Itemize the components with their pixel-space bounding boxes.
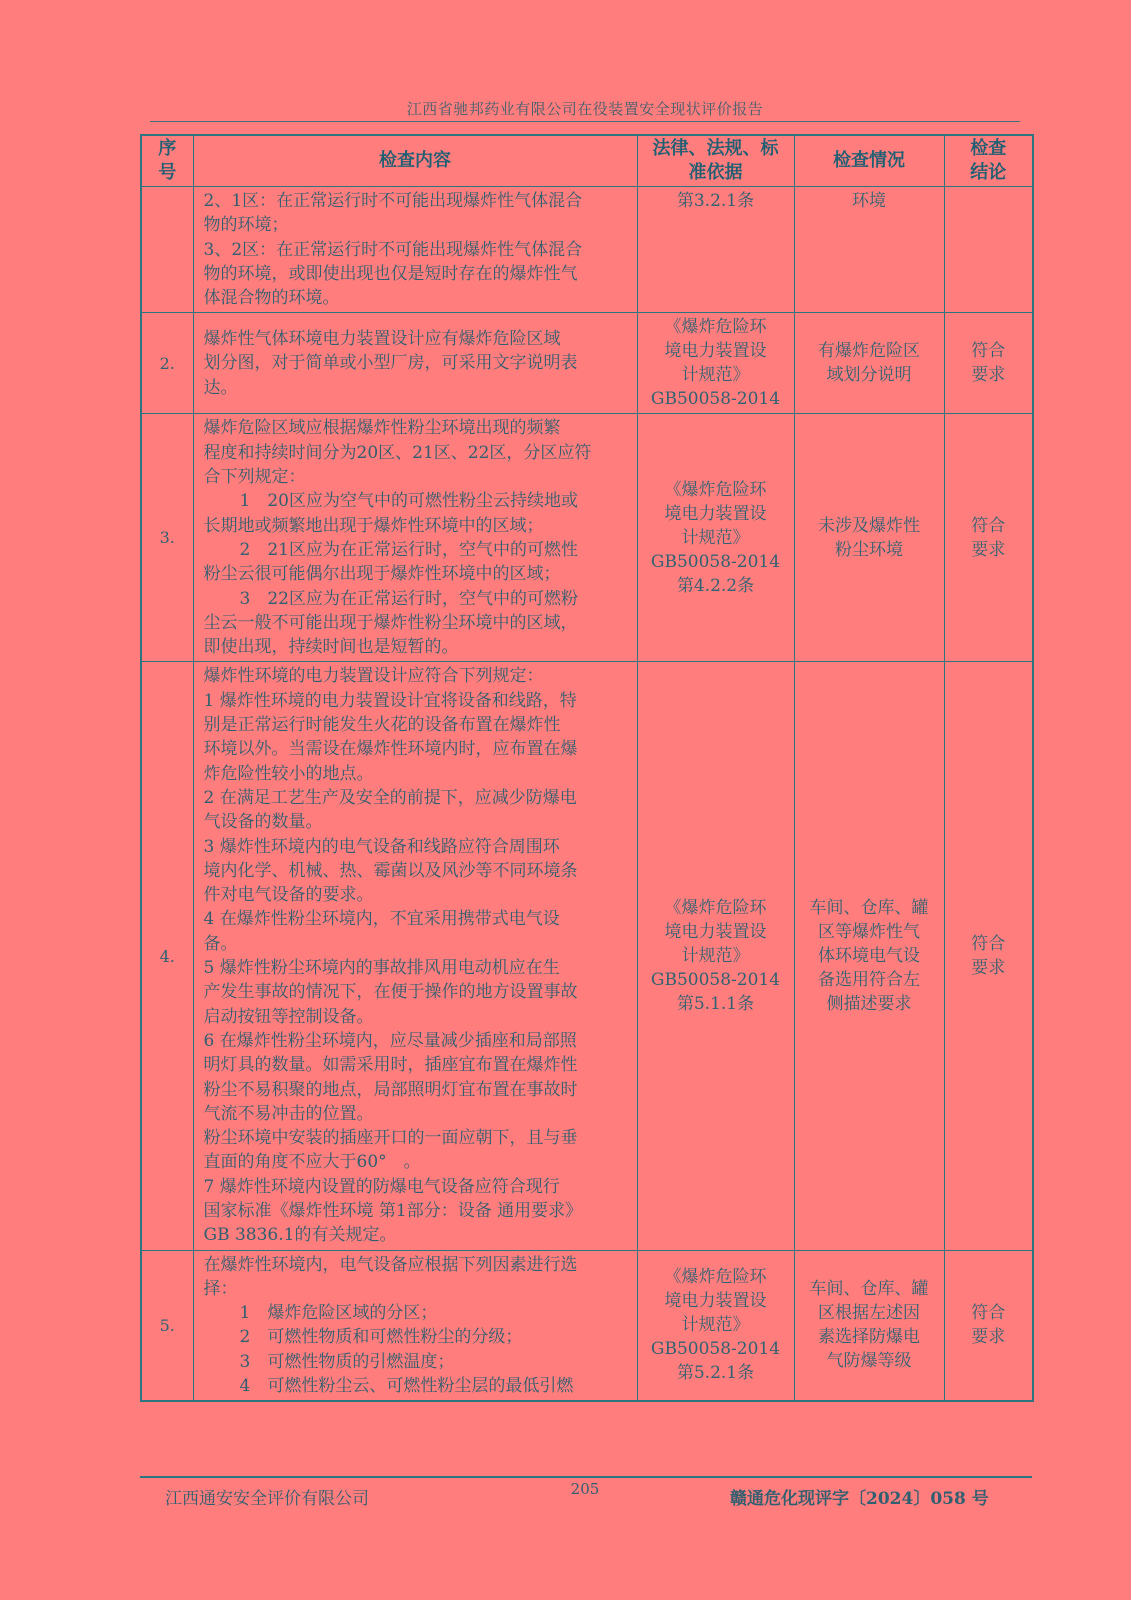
legal-basis xyxy=(637,187,794,313)
report-number: 赣通危化现评字〔2024〕058 号 xyxy=(730,1489,989,1509)
content-line: 尘云一般不可能出现于爆炸性粉尘环境中的区域， xyxy=(203,612,578,633)
content-line: 物的环境； xyxy=(203,215,289,236)
content-line: 2 可燃性物质和可燃性粉尘的分级； xyxy=(239,1327,523,1348)
content-line: 4 可燃性粉尘云、可燃性粉尘层的最低引燃 xyxy=(239,1376,574,1397)
legal-basis-line: 计规范》 xyxy=(681,365,750,386)
col-header-no: 序 号 xyxy=(141,135,193,187)
inspection-content xyxy=(193,662,637,1250)
content-line: 划分图，对于简单或小型厂房，可采用文字说明表 xyxy=(203,353,578,374)
content-line: 备。 xyxy=(203,933,238,954)
table-row xyxy=(141,662,1033,1250)
inspection-situation-line: 区等爆炸性气 xyxy=(818,922,920,943)
inspection-situation xyxy=(794,313,944,414)
inspection-situation-line: 车间、仓库、罐 xyxy=(809,898,929,919)
legal-basis xyxy=(637,414,794,662)
legal-basis-line: GB50058-2014 xyxy=(650,389,781,410)
inspection-situation-line: 有爆炸危险区 xyxy=(818,341,920,362)
content-line: 气流不易冲击的位置。 xyxy=(203,1103,374,1124)
content-line: 即使出现，持续时间也是短暂的。 xyxy=(203,637,459,658)
inspection-table xyxy=(140,134,1034,1402)
inspection-content xyxy=(193,1250,637,1401)
inspection-result xyxy=(944,313,1033,414)
inspection-result xyxy=(944,662,1033,1250)
legal-basis-line: 境电力装置设 xyxy=(664,341,767,362)
legal-basis xyxy=(637,313,794,414)
content-line: 爆炸危险区域应根据爆炸性粉尘环境出现的频繁 xyxy=(203,418,561,439)
content-line: 国家标准《爆炸性环境 第1部分：设备 通用要求》 xyxy=(203,1200,583,1221)
inspection-content xyxy=(193,414,637,662)
footer-divider xyxy=(140,1476,1032,1478)
table-row xyxy=(141,187,1033,313)
content-line: 合下列规定： xyxy=(203,467,306,488)
footer-company: 江西通安安全评价有限公司 xyxy=(165,1489,369,1509)
table-row xyxy=(141,414,1033,662)
legal-basis-line: 计规范》 xyxy=(681,1315,750,1336)
content-line: 择： xyxy=(203,1278,238,1299)
content-line: 别是正常运行时能发生火花的设备布置在爆炸性 xyxy=(203,715,561,736)
content-line: 3 可燃性物质的引燃温度； xyxy=(239,1351,455,1372)
content-line: 2 21区应为在正常运行时，空气中的可燃性 xyxy=(239,539,578,560)
content-line: 在爆炸性环境内，电气设备应根据下列因素进行选 xyxy=(203,1254,578,1275)
row-number: 5. xyxy=(141,1250,193,1401)
content-line: 启动按钮等控制设备。 xyxy=(203,1006,374,1027)
content-line: 明灯具的数量。如需采用时，插座宜布置在爆炸性 xyxy=(203,1055,578,1076)
table-row xyxy=(141,1250,1033,1401)
col-header-situation: 检查情况 xyxy=(794,135,944,187)
content-line: 爆炸性气体环境电力装置设计应有爆炸危险区域 xyxy=(203,329,561,350)
inspection-situation-line: 未涉及爆炸性 xyxy=(818,515,920,536)
inspection-situation-line: 素选择防爆电 xyxy=(818,1327,920,1348)
inspection-result xyxy=(944,187,1033,313)
legal-basis-line: 《爆炸危险环 xyxy=(664,898,767,919)
inspection-situation-line: 环境 xyxy=(852,191,886,211)
legal-basis-line: 第5.2.1条 xyxy=(676,1363,755,1384)
inspection-situation-line: 侧描述要求 xyxy=(826,994,912,1015)
inspection-situation xyxy=(794,1250,944,1401)
legal-basis-line: 第5.1.1条 xyxy=(676,994,755,1015)
content-line: 程度和持续时间分为20区、21区、22区，分区应符 xyxy=(203,442,592,463)
content-line: 4 在爆炸性粉尘环境内，不宜采用携带式电气设 xyxy=(203,909,560,930)
content-line: 炸危险性较小的地点。 xyxy=(203,763,374,784)
content-line: 长期地或频繁地出现于爆炸性环境中的区域； xyxy=(203,515,544,536)
content-line: 气设备的数量。 xyxy=(203,812,323,833)
col-header-basis: 法律、法规、标 准依据 xyxy=(637,135,794,187)
legal-basis-line: 计规范》 xyxy=(681,527,750,548)
legal-basis-line: 《爆炸危险环 xyxy=(664,1267,767,1288)
content-line: GB 3836.1的有关规定。 xyxy=(203,1225,397,1246)
legal-basis-line: 第3.2.1条 xyxy=(676,191,755,211)
page-number: 205 xyxy=(570,1480,600,1498)
content-line: 1 20区应为空气中的可燃性粉尘云持续地或 xyxy=(239,491,578,512)
legal-basis-line: 第4.2.2条 xyxy=(676,575,755,596)
content-line: 7 爆炸性环境内设置的防爆电气设备应符合现行 xyxy=(203,1176,560,1197)
content-line: 3 爆炸性环境内的电气设备和线路应符合周围环 xyxy=(203,836,560,857)
content-line: 物的环境，或即使出现也仅是短时存在的爆炸性气 xyxy=(203,263,578,284)
inspection-result xyxy=(944,1250,1033,1401)
inspection-situation-line: 域划分说明 xyxy=(826,365,912,386)
content-line: 产发生事故的情况下，在便于操作的地方设置事故 xyxy=(203,982,578,1003)
inspection-situation xyxy=(794,414,944,662)
content-line: 体混合物的环境。 xyxy=(203,288,340,309)
content-line: 环境以外。当需设在爆炸性环境内时，应布置在爆 xyxy=(203,739,578,760)
inspection-situation-line: 备选用符合左 xyxy=(818,970,920,991)
content-line: 3 22区应为在正常运行时，空气中的可燃粉 xyxy=(239,588,578,609)
row-number: 4. xyxy=(141,662,193,1250)
document-header: 江西省驰邦药业有限公司在役装置安全现状评价报告 xyxy=(406,100,764,118)
col-header-content: 检查内容 xyxy=(193,135,637,187)
content-line: 2、1区：在正常运行时不可能出现爆炸性气体混合 xyxy=(203,191,583,211)
inspection-result-line: 符合 xyxy=(971,341,1006,362)
inspection-content xyxy=(193,313,637,414)
inspection-situation-line: 气防爆等级 xyxy=(826,1351,912,1372)
row-number xyxy=(141,187,193,313)
inspection-situation xyxy=(794,187,944,313)
legal-basis-line: GB50058-2014 xyxy=(650,551,781,572)
inspection-situation xyxy=(794,662,944,1250)
legal-basis xyxy=(637,1250,794,1401)
content-line: 粉尘环境中安装的插座开口的一面应朝下，且与垂 xyxy=(203,1128,578,1149)
inspection-result-line: 要求 xyxy=(971,539,1006,560)
col-header-result: 检查 结论 xyxy=(944,135,1033,187)
legal-basis-line: 计规范》 xyxy=(681,946,750,967)
inspection-result-line: 要求 xyxy=(971,1327,1006,1348)
content-line: 2 在满足工艺生产及安全的前提下，应减少防爆电 xyxy=(203,787,577,808)
inspection-result xyxy=(944,414,1033,662)
legal-basis xyxy=(637,662,794,1250)
inspection-result-line: 要求 xyxy=(971,365,1006,386)
legal-basis-line: 《爆炸危险环 xyxy=(664,317,767,338)
content-line: 1 爆炸性环境的电力装置设计宜将设备和线路，特 xyxy=(203,690,577,711)
inspection-result-line: 符合 xyxy=(971,934,1006,955)
content-line: 爆炸性环境的电力装置设计应符合下列规定： xyxy=(203,666,544,687)
inspection-content xyxy=(193,187,637,313)
header-divider xyxy=(150,121,1020,122)
row-number: 2. xyxy=(141,313,193,414)
content-line: 达。 xyxy=(203,377,238,398)
content-line: 3、2区：在正常运行时不可能出现爆炸性气体混合 xyxy=(203,239,583,260)
legal-basis-line: 《爆炸危险环 xyxy=(664,479,767,500)
content-line: 件对电气设备的要求。 xyxy=(203,885,374,906)
legal-basis-line: GB50058-2014 xyxy=(650,970,781,991)
content-line: 5 爆炸性粉尘环境内的事故排风用电动机应在生 xyxy=(203,958,560,979)
inspection-result-line: 符合 xyxy=(971,515,1006,536)
inspection-result-line: 符合 xyxy=(971,1303,1006,1324)
inspection-situation-line: 体环境电气设 xyxy=(818,946,920,967)
table-header-row xyxy=(141,135,1033,187)
legal-basis-line: GB50058-2014 xyxy=(650,1339,781,1360)
legal-basis-line: 境电力装置设 xyxy=(664,503,767,524)
table-body xyxy=(141,187,1033,1402)
inspection-situation-line: 粉尘环境 xyxy=(835,539,903,560)
inspection-situation-line: 车间、仓库、罐 xyxy=(809,1279,929,1300)
table-row xyxy=(141,313,1033,414)
legal-basis-line: 境电力装置设 xyxy=(664,922,767,943)
row-number: 3. xyxy=(141,414,193,662)
content-line: 粉尘不易积聚的地点，局部照明灯宜布置在事故时 xyxy=(203,1079,578,1100)
inspection-result-line: 要求 xyxy=(971,958,1006,979)
content-line: 6 在爆炸性粉尘环境内，应尽量减少插座和局部照 xyxy=(203,1030,577,1051)
legal-basis-line: 境电力装置设 xyxy=(664,1291,767,1312)
content-line: 1 爆炸危险区域的分区； xyxy=(239,1303,438,1324)
content-line: 境内化学、机械、热、霉菌以及风沙等不同环境条 xyxy=(203,860,578,881)
inspection-situation-line: 区根据左述因 xyxy=(818,1303,920,1324)
content-line: 粉尘云很可能偶尔出现于爆炸性环境中的区域； xyxy=(203,564,561,585)
content-line: 直面的角度不应大于60° 。 xyxy=(203,1152,421,1173)
